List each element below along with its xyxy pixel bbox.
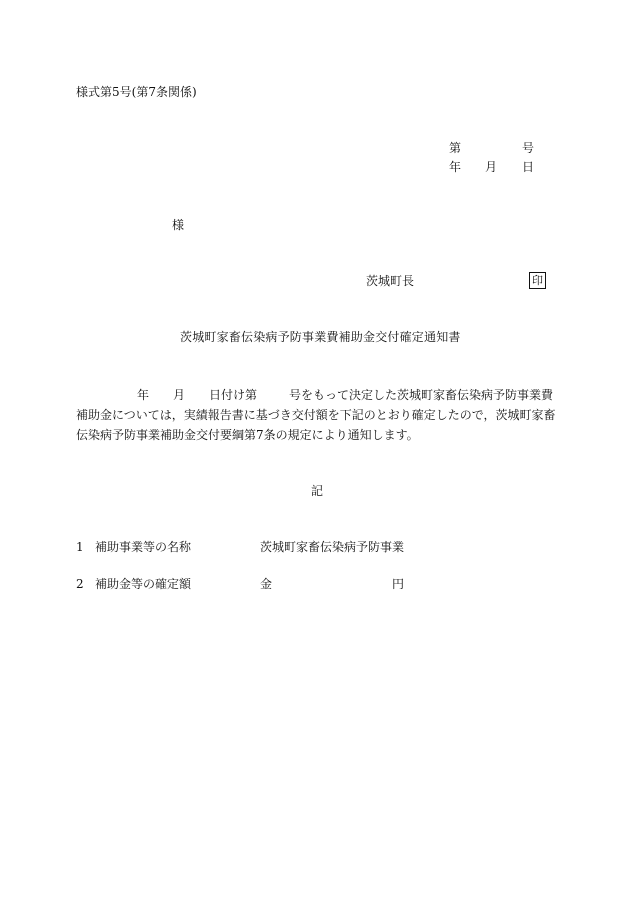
item-1-number: 1 bbox=[76, 540, 84, 554]
date-day-label: 日 bbox=[522, 160, 535, 174]
body-month-label: 月 bbox=[173, 388, 186, 402]
body-year-label: 年 bbox=[137, 388, 150, 402]
document-number-label: 第 bbox=[449, 141, 462, 155]
date-year-label: 年 bbox=[449, 160, 462, 174]
ki-heading: 記 bbox=[311, 484, 324, 498]
form-number: 様式第5号(第7条関係) bbox=[76, 85, 197, 99]
body-paragraph-line-3: 伝染病予防事業補助金交付要綱第7条の規定により通知します。 bbox=[76, 428, 419, 442]
addressee-honorific: 様 bbox=[172, 218, 185, 232]
body-line-1-rest: 号をもって決定した茨城町家畜伝染病予防事業費 bbox=[289, 388, 554, 402]
body-day-prefix: 日付け第 bbox=[209, 388, 258, 402]
document-title: 茨城町家畜伝染病予防事業費補助金交付確定通知書 bbox=[180, 330, 461, 344]
issuer-title: 茨城町長 bbox=[366, 274, 415, 288]
item-2-number: 2 bbox=[76, 577, 84, 591]
body-paragraph-line-2: 補助金については，実績報告書に基づき交付額を下記のとおり確定したので，茨城町家畜 bbox=[76, 408, 556, 422]
date-month-label: 月 bbox=[485, 160, 498, 174]
item-1-label: 補助事業等の名称 bbox=[95, 540, 192, 554]
item-1-value: 茨城町家畜伝染病予防事業 bbox=[260, 540, 405, 554]
item-2-unit: 円 bbox=[392, 577, 405, 591]
item-2-value: 金 bbox=[260, 577, 273, 591]
document-number-suffix: 号 bbox=[522, 141, 535, 155]
body-paragraph-line-1 bbox=[137, 389, 553, 401]
seal-stamp: 印 bbox=[529, 272, 546, 289]
item-2-label: 補助金等の確定額 bbox=[95, 577, 192, 591]
